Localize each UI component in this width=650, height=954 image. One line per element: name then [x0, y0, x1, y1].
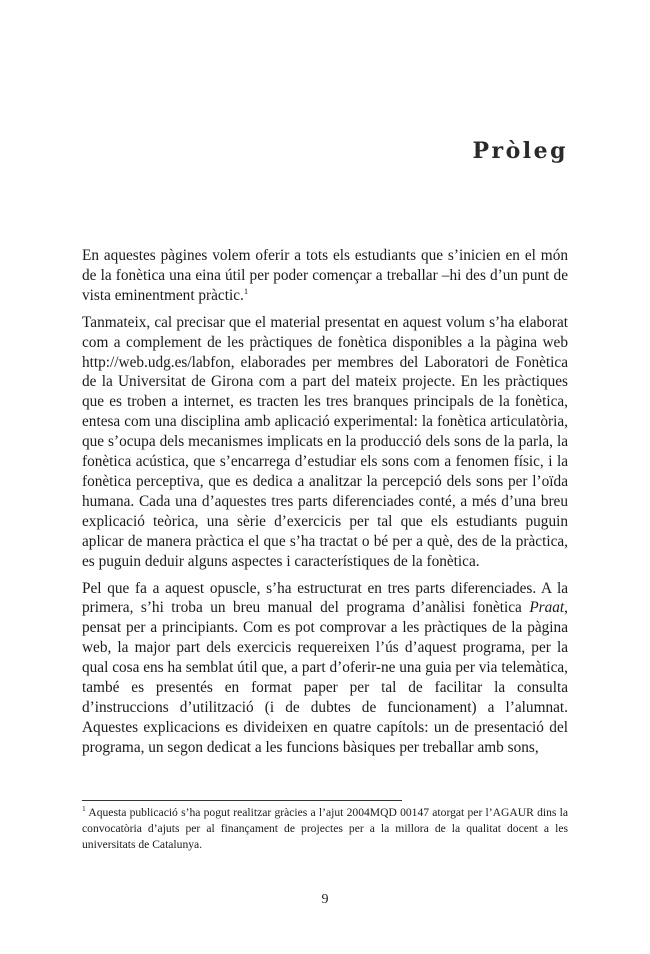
- paragraph-1: [82, 246, 568, 306]
- page-title: Pròleg: [472, 138, 568, 164]
- paragraph-3-text-start: Pel que fa a aquest opuscle, s’ha estructurat en tres parts diferenciades. A la primera, s’hi troba un breu manual del programa d’anàlisi fonètica: [82, 579, 568, 617]
- page-number: 9: [321, 892, 329, 907]
- paragraph-2: Tanmateix, cal precisar que el material presentat en aquest volum s’ha elaborat com a complement de les pràctiques de fonètica disponibles a la pàgina web http://web.udg.es/labfon, elaborades per membres del Laboratori de Fonètica de la Universitat de Girona com a part del mateix projecte. En les pràctiques que es troben a internet, es tracten les tres branques principals de la fonètica, entesa com una disciplina amb aplicació experimental: la fonètica articulatòria, que s’ocupa dels mecanismes implicats en la producció dels sons de la parla, la fonètica acústica, que s’encarrega d’estudiar els sons com a fenomen físic, i la fonètica perceptiva, que es dedica a analitzar la percepció dels sons per l’oïda humana. Cada una d’aquestes tres parts diferenciades conté, a més d’una breu explicació teòrica, una sèrie d’exercicis per tal que els estudiants puguin aplicar de manera pràctica el que s’ha tractat o bé per a què, des de la pràctica, es puguin deduir alguns aspectes i característiques de la fonètica.: [82, 313, 568, 570]
- paragraph-3-text-end: , pensat per a principiants. Com es pot comprovar a les pràctiques de la pàgina web, la major part dels exercicis requereixen l’ús d’aquest programa, per la qual cosa ens ha semblat útil que, a part d’oferir-ne una guia per via telemàtica, també es presentés en format paper per tal de facilitar la consulta d’instruccions d’utilització (i de dubtes de funcionament) a l’alumnat. Aquestes explicacions es divideixen en quatre capítols: un de presentació del programa, un segon dedicat a les funcions bàsiques per treballar amb sons,: [82, 599, 568, 756]
- footnote: [82, 805, 568, 854]
- paragraph-3: [82, 579, 568, 758]
- footnote-text: Aquesta publicació s’ha pogut realitzar gràcies a l’ajut 2004MQD 00147 atorgat per l’AGAUR dins la convocatòria d’ajuts per al finançament de projectes per a la millora de la qualitat docent a les universitats de Catalunya.: [82, 806, 568, 852]
- footnote-reference: 1: [243, 285, 249, 296]
- footnote-divider: [82, 800, 402, 801]
- paragraph-1-text: En aquestes pàgines volem oferir a tots els estudiants que s’inicien en el món de la fonètica una eina útil per poder començar a treballar –hi des d’un punt de vista eminentment pràctic.: [82, 247, 568, 304]
- paragraph-3-italic-term: Praat: [529, 599, 565, 617]
- body-text: [82, 246, 568, 765]
- footnote-mark: 1: [82, 804, 86, 814]
